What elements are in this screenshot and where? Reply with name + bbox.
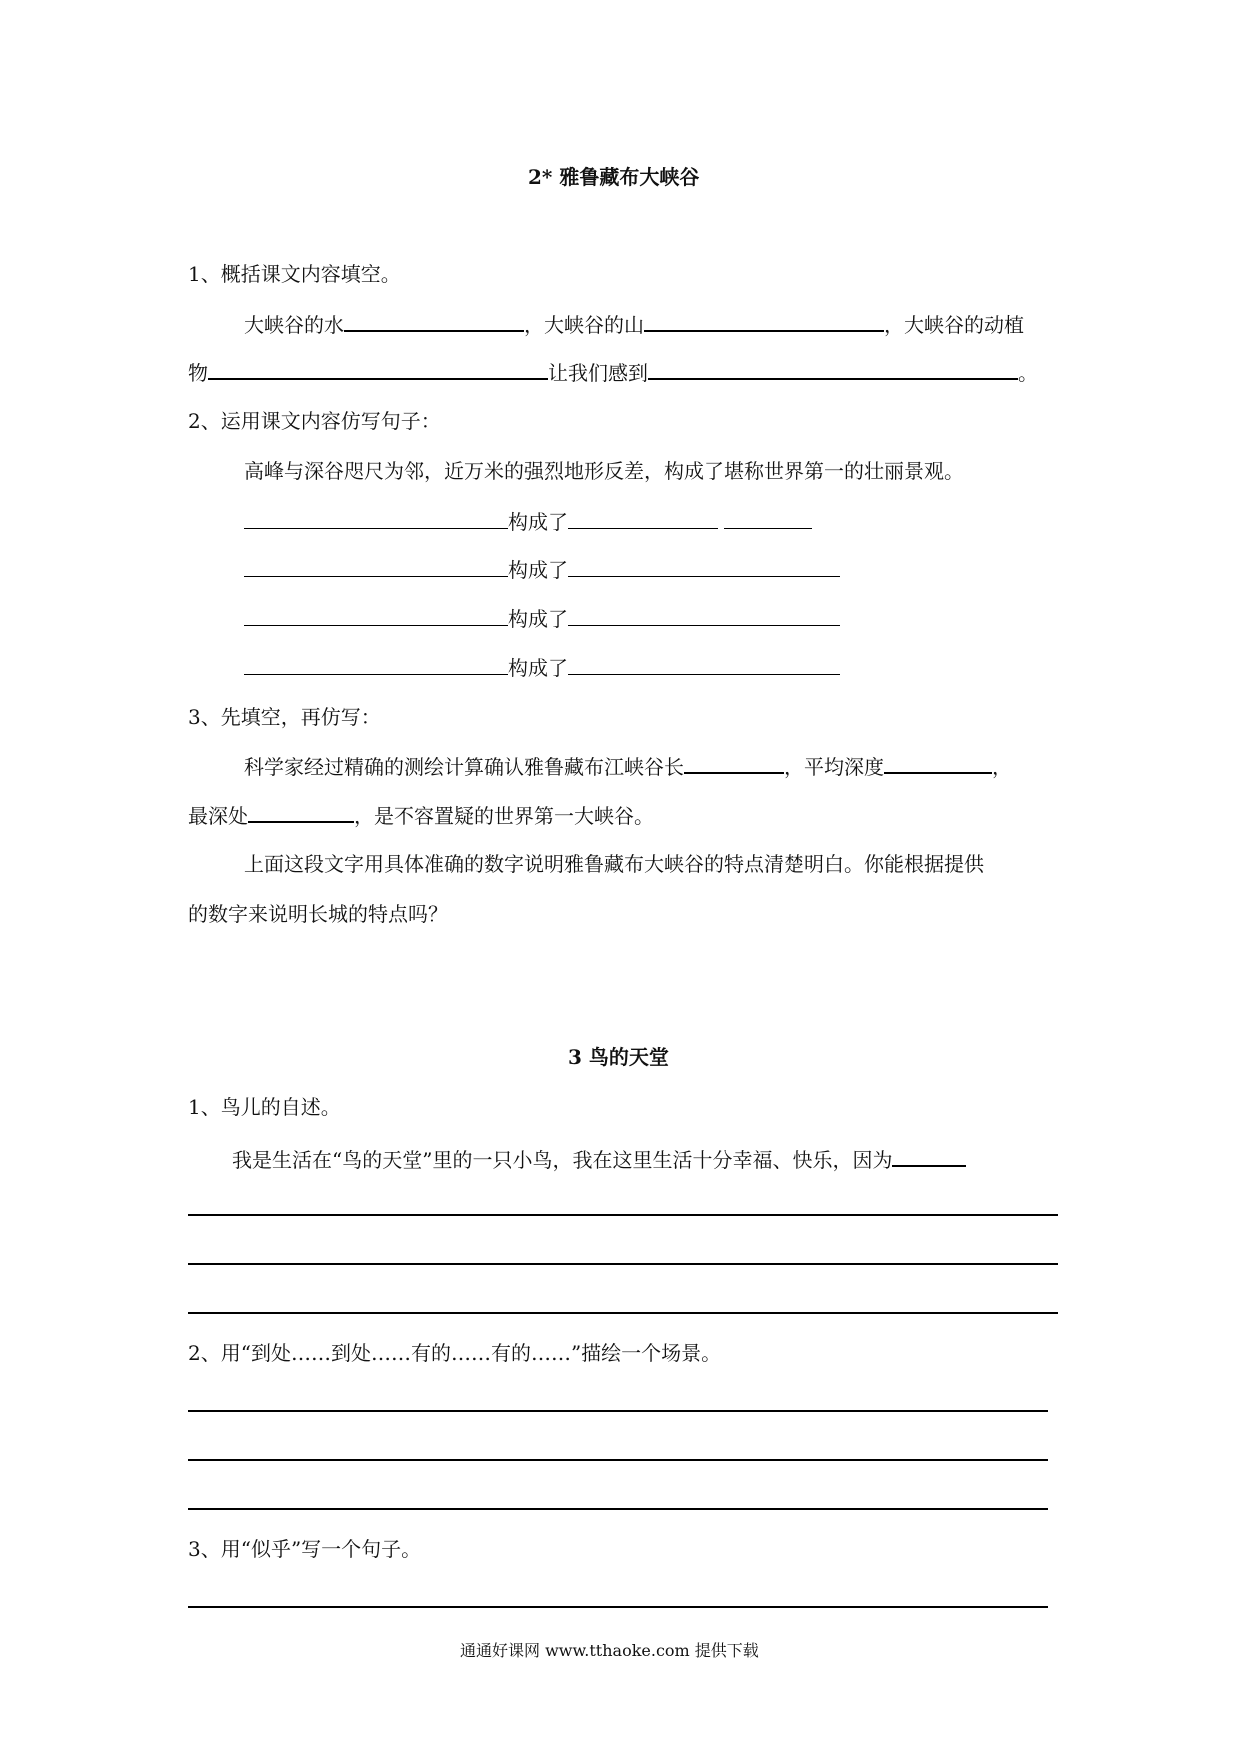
- fill-blank[interactable]: [208, 358, 548, 380]
- answer-line[interactable]: [188, 1410, 1048, 1412]
- fill-blank[interactable]: [644, 310, 884, 332]
- s2-q3-prompt: 3、先填空，再仿写：: [188, 705, 381, 729]
- fill-blank[interactable]: [568, 654, 840, 675]
- s2-q3-line1-text-b: ，平均深度: [784, 755, 884, 779]
- s2-q1-prompt: 1、概括课文内容填空。: [188, 262, 401, 286]
- connector-text: 构成了: [508, 510, 568, 534]
- s3-q1-text: [232, 1145, 966, 1173]
- s2-q3-line1: [244, 752, 1012, 780]
- s2-q1-line1-text-b: ，大峡谷的山: [524, 313, 644, 337]
- s2-q1-line2: [188, 358, 1038, 386]
- s2-q2-row: [244, 605, 840, 632]
- connector-text: 构成了: [508, 656, 568, 680]
- fill-blank[interactable]: [684, 752, 784, 774]
- s2-q1-line2-text-b: 让我们感到: [548, 361, 648, 385]
- s2-q2-example: 高峰与深谷咫尺为邻，近万米的强烈地形反差，构成了堪称世界第一的壮丽景观。: [244, 459, 964, 483]
- s2-q3-line2: [188, 801, 654, 829]
- s2-q2-row: [244, 556, 840, 583]
- footer-credit: 通通好课网 www.tthaoke.com 提供下载: [460, 1641, 759, 1660]
- fill-blank[interactable]: [244, 508, 508, 529]
- s2-q1-line1: [244, 310, 1024, 338]
- s2-q3-paragraph-line2: 的数字来说明长城的特点吗？: [188, 902, 448, 926]
- answer-line[interactable]: [188, 1459, 1048, 1461]
- fill-blank[interactable]: [724, 508, 812, 529]
- fill-blank[interactable]: [568, 556, 840, 577]
- fill-blank[interactable]: [244, 654, 508, 675]
- s2-q1-line1-text-c: ，大峡谷的动植: [884, 313, 1024, 337]
- fill-blank[interactable]: [648, 358, 1018, 380]
- answer-line[interactable]: [188, 1263, 1058, 1265]
- s3-q3-prompt: 3、用“似乎”写一个句子。: [188, 1537, 422, 1561]
- fill-blank[interactable]: [344, 310, 524, 332]
- s2-q2-prompt: 2、运用课文内容仿写句子：: [188, 409, 441, 433]
- s2-q2-row: [244, 654, 840, 681]
- s3-q1-prompt: 1、鸟儿的自述。: [188, 1095, 341, 1119]
- s2-q3-paragraph-line1: 上面这段文字用具体准确的数字说明雅鲁藏布大峡谷的特点清楚明白。你能根据提供: [244, 852, 984, 876]
- section-3-title: 3 鸟的天堂: [568, 1045, 669, 1069]
- answer-line[interactable]: [188, 1606, 1048, 1608]
- fill-blank[interactable]: [568, 605, 840, 626]
- fill-blank[interactable]: [244, 556, 508, 577]
- s3-q1-sentence: 我是生活在“鸟的天堂”里的一只小鸟，我在这里生活十分幸福、快乐，因为: [232, 1148, 893, 1172]
- fill-blank[interactable]: [244, 605, 508, 626]
- fill-blank[interactable]: [248, 801, 354, 823]
- s2-q3-line2-text-a: 最深处: [188, 804, 248, 828]
- fill-blank[interactable]: [884, 752, 992, 774]
- fill-blank[interactable]: [892, 1145, 966, 1167]
- answer-line[interactable]: [188, 1508, 1048, 1510]
- answer-line[interactable]: [188, 1312, 1058, 1314]
- s2-q3-line1-text-a: 科学家经过精确的测绘计算确认雅鲁藏布江峡谷长: [244, 755, 684, 779]
- fill-blank[interactable]: [568, 508, 718, 529]
- s2-q3-line1-text-c: ，: [992, 755, 1012, 779]
- s2-q1-line2-text-c: 。: [1018, 361, 1038, 385]
- connector-text: 构成了: [508, 558, 568, 582]
- s2-q1-line2-text-a: 物: [188, 361, 208, 385]
- s2-q1-line1-text-a: 大峡谷的水: [244, 313, 344, 337]
- s2-q2-row: [244, 508, 812, 535]
- section-2-title: 2* 雅鲁藏布大峡谷: [528, 165, 700, 189]
- s2-q3-line2-text-b: ，是不容置疑的世界第一大峡谷。: [354, 804, 654, 828]
- s3-q2-prompt: 2、用“到处……到处……有的……有的……”描绘一个场景。: [188, 1341, 722, 1365]
- connector-text: 构成了: [508, 607, 568, 631]
- answer-line[interactable]: [188, 1214, 1058, 1216]
